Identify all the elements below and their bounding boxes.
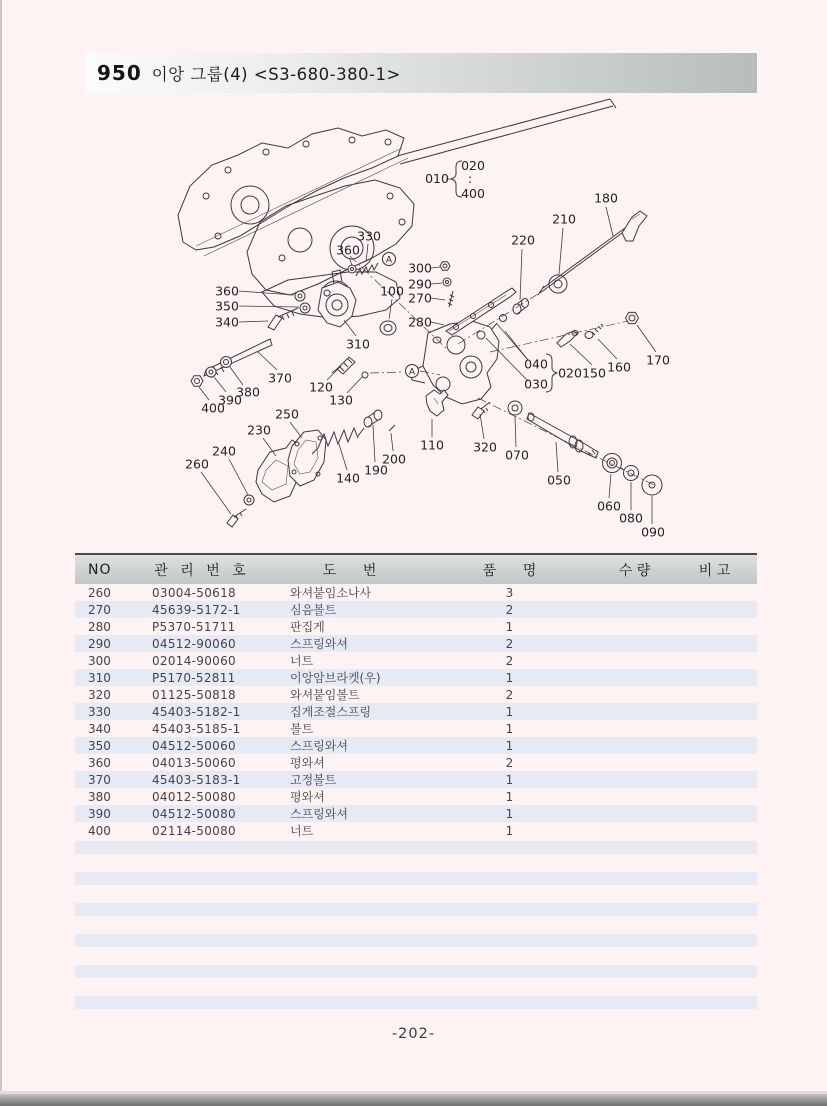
cell-name: 판집게 <box>290 620 325 634</box>
cell-qty: 1 <box>505 721 514 736</box>
empty-row-stripe <box>75 965 757 978</box>
cell-name: 고정볼트 <box>290 773 337 787</box>
cell-qty: 2 <box>505 653 514 668</box>
cell-qty: 2 <box>505 687 514 702</box>
cell-code: 45639-5172-1 <box>152 602 241 617</box>
parts-table <box>75 553 757 839</box>
empty-row-stripe <box>75 903 757 916</box>
cell-qty: 1 <box>505 823 514 838</box>
cell-no: 370 <box>88 772 111 787</box>
view-marker-letter: A <box>408 367 416 378</box>
table-row <box>75 635 757 652</box>
part-callout-200: 200 <box>382 451 406 467</box>
cell-name: 평와셔 <box>290 790 325 804</box>
empty-row-stripe <box>75 872 757 885</box>
cell-qty: 1 <box>505 670 514 685</box>
cell-name: 너트 <box>290 654 314 668</box>
cell-qty: 1 <box>505 704 514 719</box>
cell-name: 심음볼트 <box>290 603 337 617</box>
cell-code: 45403-5182-1 <box>152 704 241 719</box>
part-callout-270: 270 <box>408 290 432 306</box>
cell-no: 260 <box>88 585 111 600</box>
column-header-name: 품 명 <box>482 562 537 579</box>
cell-code: 03004-50618 <box>152 585 236 600</box>
cell-code: 45403-5185-1 <box>152 721 241 736</box>
part-callout-390: 390 <box>218 392 242 408</box>
part-callout-210: 210 <box>552 211 576 227</box>
part-callout-160: 160 <box>607 359 631 375</box>
table-row <box>75 788 757 805</box>
cell-qty: 1 <box>505 738 514 753</box>
part-callout-100: 100 <box>380 283 404 299</box>
column-header-mgmtno: 관 리 번 호 <box>154 562 250 579</box>
view-marker-letter: A <box>385 255 393 266</box>
table-row <box>75 771 757 788</box>
column-header-no: NO <box>88 561 112 578</box>
cell-code: P5370-51711 <box>152 619 236 634</box>
part-callout-130: 130 <box>329 392 353 408</box>
section-code: 950 <box>97 61 142 85</box>
cell-code: 01125-50818 <box>152 687 236 702</box>
cell-qty: 1 <box>505 789 514 804</box>
table-row <box>75 652 757 669</box>
cell-name: 스프링와셔 <box>290 739 348 753</box>
cell-no: 310 <box>88 670 111 685</box>
part-callout-090: 090 <box>641 524 665 540</box>
cell-code: 04512-50080 <box>152 806 236 821</box>
legend-group-number: 010 <box>425 171 449 186</box>
table-row <box>75 703 757 720</box>
column-header-dwgno: 도 번 <box>322 562 377 579</box>
table-row <box>75 737 757 754</box>
table-row <box>75 669 757 686</box>
legend-range-start: 020 <box>461 158 485 173</box>
cell-code: 04013-50060 <box>152 755 236 770</box>
part-callout-180: 180 <box>594 190 618 206</box>
table-row <box>75 805 757 822</box>
cell-no: 340 <box>88 721 111 736</box>
column-header-qty: 수 량 <box>618 562 651 579</box>
part-callout-070: 070 <box>505 447 529 463</box>
cell-qty: 1 <box>505 619 514 634</box>
cell-code: 02114-50080 <box>152 823 236 838</box>
legend-range-separator: : <box>467 171 473 186</box>
cell-no: 330 <box>88 704 111 719</box>
part-callout-360: 360 <box>215 283 239 299</box>
part-callout-250: 250 <box>275 406 299 422</box>
part-callout-380: 380 <box>236 384 260 400</box>
part-callout-260: 260 <box>185 456 209 472</box>
cell-no: 280 <box>88 619 111 634</box>
part-callout-310: 310 <box>346 336 370 352</box>
column-header-remark: 비 고 <box>698 562 731 579</box>
part-callout-230: 230 <box>247 422 271 438</box>
cell-qty: 2 <box>505 755 514 770</box>
cell-code: P5170-52811 <box>152 670 236 685</box>
table-row <box>75 584 757 601</box>
cell-name: 너트 <box>290 824 314 838</box>
cell-code: 04512-50060 <box>152 738 236 753</box>
part-callout-020: 020 <box>558 365 582 381</box>
cell-name: 이앙암브라켓(우) <box>290 671 381 685</box>
cell-no: 270 <box>88 602 111 617</box>
cell-name: 평와셔 <box>290 756 325 770</box>
part-callout-370: 370 <box>268 370 292 386</box>
part-callout-030: 030 <box>524 376 548 392</box>
part-callout-040: 040 <box>524 356 548 372</box>
page-title: 이앙 그룹(4) <S3-680-380-1> <box>151 65 401 84</box>
part-callout-240: 240 <box>212 443 236 459</box>
part-callout-050: 050 <box>547 472 571 488</box>
cell-no: 380 <box>88 789 111 804</box>
part-callout-320: 320 <box>473 439 497 455</box>
table-row <box>75 720 757 737</box>
empty-row-stripe <box>75 996 757 1009</box>
part-callout-350: 350 <box>215 298 239 314</box>
empty-row-stripes <box>75 841 757 1027</box>
part-callout-140: 140 <box>336 470 360 486</box>
cell-no: 320 <box>88 687 111 702</box>
cell-no: 400 <box>88 823 111 838</box>
part-callout-400: 400 <box>201 400 225 416</box>
part-callout-290: 290 <box>408 276 432 292</box>
parts-table-body <box>75 584 757 839</box>
cell-name: 스프링와셔 <box>290 637 348 651</box>
table-row <box>75 686 757 703</box>
empty-row-stripe <box>75 841 757 854</box>
cell-qty: 1 <box>505 772 514 787</box>
cell-code: 02014-90060 <box>152 653 236 668</box>
part-callout-340: 340 <box>215 314 239 330</box>
cell-code: 04512-90060 <box>152 636 236 651</box>
cell-no: 300 <box>88 653 111 668</box>
part-callout-220: 220 <box>511 232 535 248</box>
part-callout-060: 060 <box>597 498 621 514</box>
empty-row-stripe <box>75 934 757 947</box>
cell-no: 360 <box>88 755 111 770</box>
cell-name: 집게조절스프링 <box>290 705 372 719</box>
cell-no: 350 <box>88 738 111 753</box>
part-callout-330: 330 <box>357 228 381 244</box>
legend-range-end: 400 <box>461 186 485 201</box>
part-callout-170: 170 <box>646 352 670 368</box>
part-callout-300: 300 <box>408 260 432 276</box>
part-callout-120: 120 <box>309 379 333 395</box>
part-callout-150: 150 <box>582 365 606 381</box>
cell-code: 04012-50080 <box>152 789 236 804</box>
legend-group <box>425 158 485 201</box>
part-callout-280: 280 <box>408 314 432 330</box>
cell-name: 와셔붙임소나사 <box>290 586 372 600</box>
cell-qty: 2 <box>505 602 514 617</box>
part-callout-190: 190 <box>364 462 388 478</box>
table-row <box>75 618 757 635</box>
cell-no: 390 <box>88 806 111 821</box>
parts-table-header <box>75 553 757 584</box>
cell-qty: 3 <box>505 585 514 600</box>
page-number: -202- <box>391 1026 436 1042</box>
cell-qty: 2 <box>505 636 514 651</box>
table-row <box>75 822 757 839</box>
table-row <box>75 601 757 618</box>
part-callout-080: 080 <box>619 510 643 526</box>
cell-qty: 1 <box>505 806 514 821</box>
cell-code: 45403-5183-1 <box>152 772 241 787</box>
part-callout-110: 110 <box>420 437 444 453</box>
table-row <box>75 754 757 771</box>
cell-name: 스프링와셔 <box>290 807 348 821</box>
cell-name: 와셔붙임볼트 <box>290 688 360 702</box>
part-callout-360: 360 <box>336 242 360 258</box>
cell-no: 290 <box>88 636 111 651</box>
cell-name: 볼트 <box>290 722 314 736</box>
